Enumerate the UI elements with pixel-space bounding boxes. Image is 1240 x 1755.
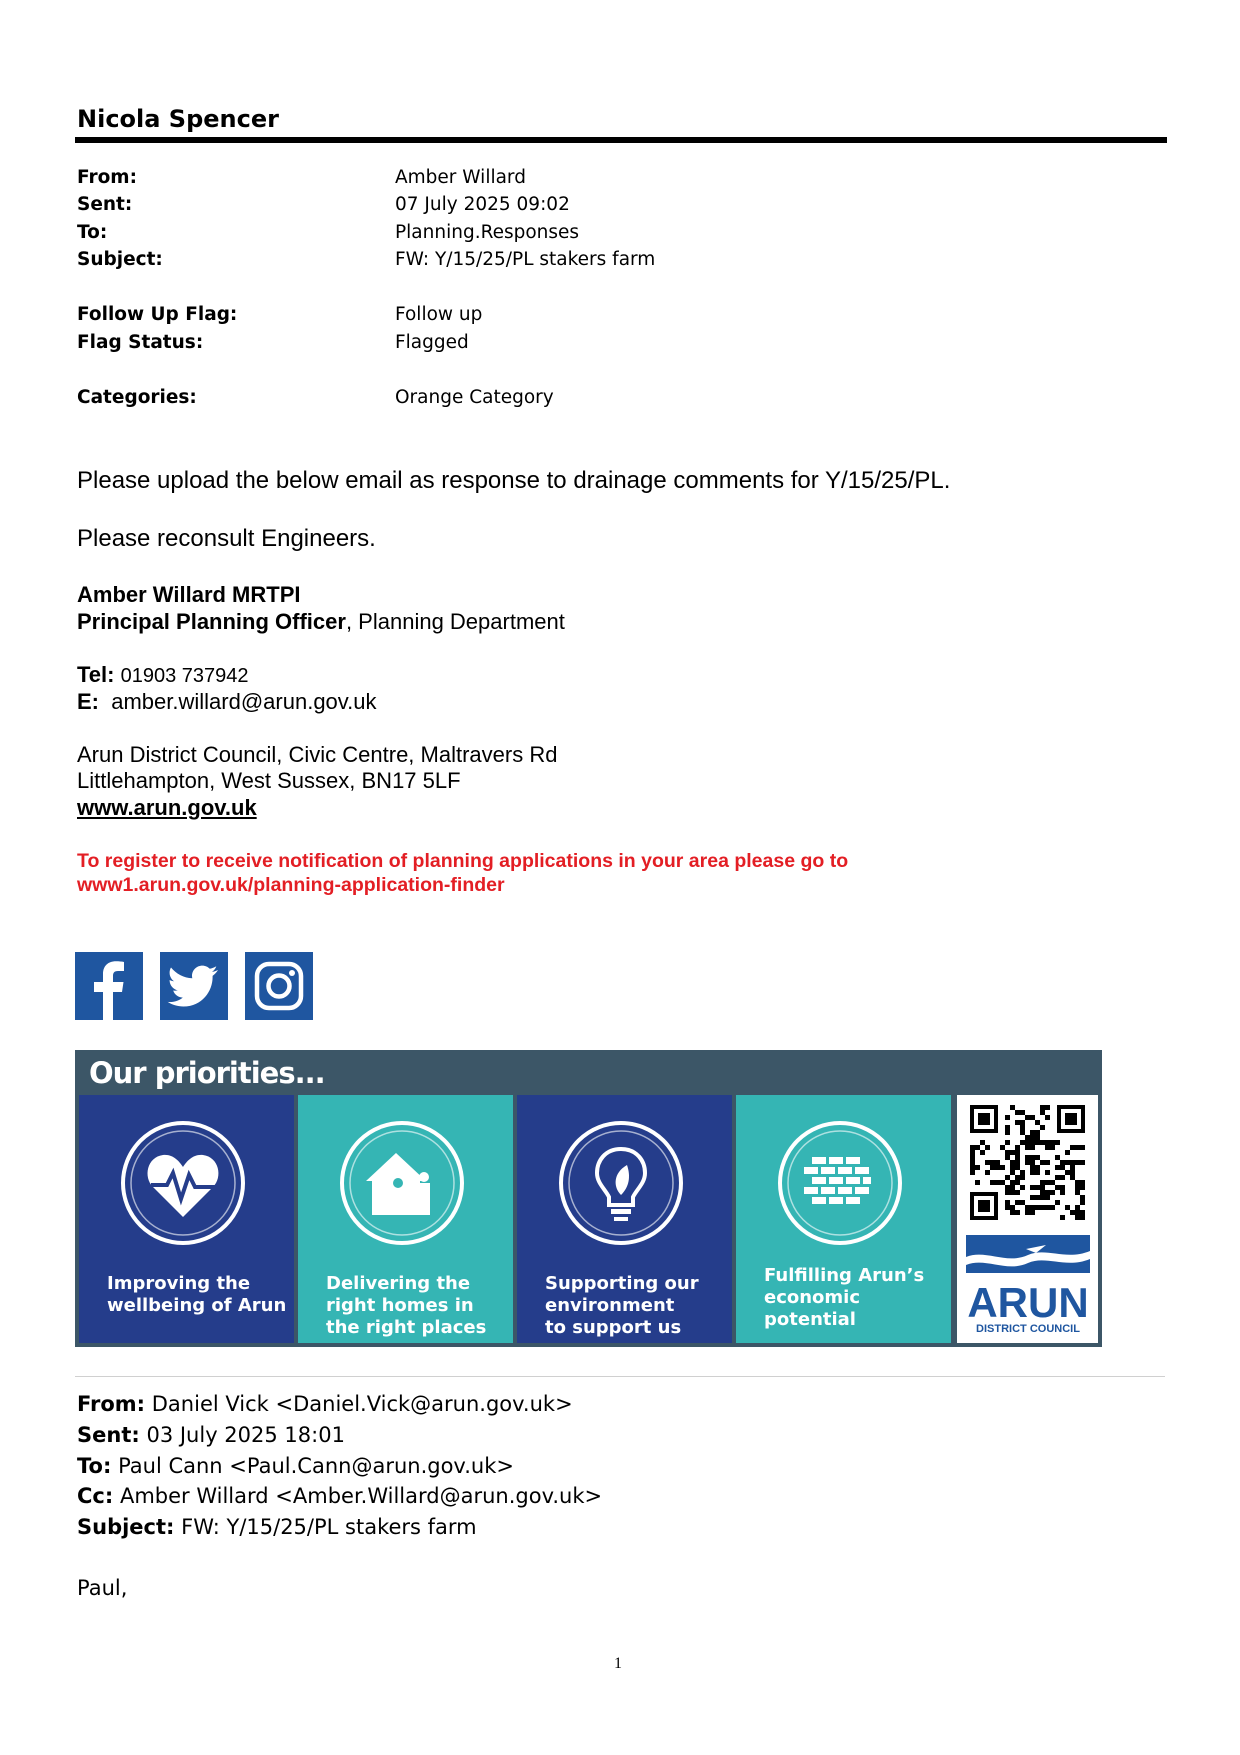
categories-label: Categories:: [77, 387, 197, 408]
forwarded-to-row: [77, 1454, 514, 1478]
tel-label: Tel:: [77, 662, 115, 687]
flagstatus-value: Flagged: [395, 332, 469, 353]
fwd-cc-label: Cc:: [77, 1484, 114, 1508]
house-family-icon: [336, 1117, 468, 1249]
fwd-sent-label: Sent:: [77, 1423, 140, 1447]
fwd-subject-value: FW: Y/15/25/PL stakers farm: [181, 1515, 477, 1539]
fwd-from-value: Daniel Vick <Daniel.Vick@arun.gov.uk>: [151, 1392, 573, 1416]
email-label: E:: [77, 689, 99, 714]
sent-label: Sent:: [77, 194, 133, 215]
panel-text-economic: Fulfilling Arun’s economic potential: [764, 1265, 925, 1330]
forwarded-subject-row: [77, 1515, 477, 1539]
fwd-from-label: From:: [77, 1392, 146, 1416]
fwd-to-value: Paul Cann <Paul.Cann@arun.gov.uk>: [118, 1454, 514, 1478]
qr-code: [970, 1105, 1085, 1220]
sent-value: 07 July 2025 09:02: [395, 194, 570, 215]
body-line-1: Please upload the below email as response to drainage comments for Y/15/25/PL.: [77, 467, 951, 494]
fwd-sent-value: 03 July 2025 18:01: [146, 1423, 345, 1447]
forwarded-cc-row: [77, 1484, 602, 1508]
website-link-wrap: [77, 795, 257, 821]
panel-text-wellbeing: Improving the wellbeing of Arun: [107, 1273, 287, 1316]
priorities-banner: [75, 1050, 1102, 1347]
from-label: From:: [77, 167, 137, 188]
panel-text-homes: Delivering the right homes in the right places: [326, 1273, 487, 1338]
banner-title: Our priorities...: [89, 1056, 325, 1090]
fwd-subject-label: Subject:: [77, 1515, 175, 1539]
forwarded-sent-row: [77, 1423, 345, 1447]
signature-tel-line: [77, 662, 249, 688]
arun-logo-name: ARUN: [967, 1279, 1089, 1326]
subject-value: FW: Y/15/25/PL stakers farm: [395, 249, 656, 270]
notice-link[interactable]: www1.arun.gov.uk/planning-application-finder: [77, 874, 505, 896]
arun-logo: [966, 1235, 1090, 1335]
page-number: 1: [614, 1655, 622, 1672]
qr-and-logo-panel: [957, 1095, 1098, 1343]
facebook-icon[interactable]: [75, 952, 143, 1020]
owner-rule: [75, 137, 1167, 143]
priority-panel-economic: [736, 1095, 951, 1343]
twitter-icon[interactable]: [160, 952, 228, 1020]
signature-email-line: [77, 689, 377, 715]
address-line-2: Littlehampton, West Sussex, BN17 5LF: [77, 768, 461, 793]
from-value: Amber Willard: [395, 167, 526, 188]
notice-line-1: To register to receive notification of planning applications in your area please go to: [77, 850, 849, 872]
flagstatus-label: Flag Status:: [77, 332, 204, 353]
body-line-2: Please reconsult Engineers.: [77, 525, 376, 552]
panel-text-environment: Supporting our environment to support us: [545, 1273, 699, 1338]
lightbulb-leaf-icon: [555, 1117, 687, 1249]
signature-department: , Planning Department: [345, 609, 565, 634]
followup-label: Follow Up Flag:: [77, 304, 238, 325]
address-line-1: Arun District Council, Civic Centre, Maltravers Rd: [77, 742, 558, 767]
subject-label: Subject:: [77, 249, 163, 270]
arun-logo-sub: DISTRICT COUNCIL: [976, 1323, 1080, 1335]
categories-value: Orange Category: [395, 387, 554, 408]
instagram-icon[interactable]: [245, 952, 313, 1020]
document-owner: Nicola Spencer: [77, 105, 279, 133]
fwd-to-label: To:: [77, 1454, 112, 1478]
priority-panel-wellbeing: [79, 1095, 294, 1343]
website-link[interactable]: www.arun.gov.uk: [77, 795, 257, 820]
forwarded-greeting: Paul,: [77, 1576, 128, 1600]
forwarded-from-row: [77, 1392, 573, 1416]
to-label: To:: [77, 222, 108, 243]
tel-value: 01903 737942: [120, 665, 249, 687]
signature-role-line: [77, 609, 565, 635]
signature-role: Principal Planning Officer: [77, 609, 346, 634]
email-value: amber.willard@arun.gov.uk: [111, 689, 377, 714]
thread-separator: [75, 1376, 1165, 1377]
bricks-icon: [774, 1117, 906, 1249]
fwd-cc-value: Amber Willard <Amber.Willard@arun.gov.uk>: [119, 1484, 603, 1508]
heart-icon: [117, 1117, 249, 1249]
followup-value: Follow up: [395, 304, 483, 325]
signature-name: Amber Willard MRTPI: [77, 582, 301, 607]
to-value: Planning.Responses: [395, 222, 580, 243]
priority-panel-homes: [298, 1095, 513, 1343]
priority-panel-environment: [517, 1095, 732, 1343]
